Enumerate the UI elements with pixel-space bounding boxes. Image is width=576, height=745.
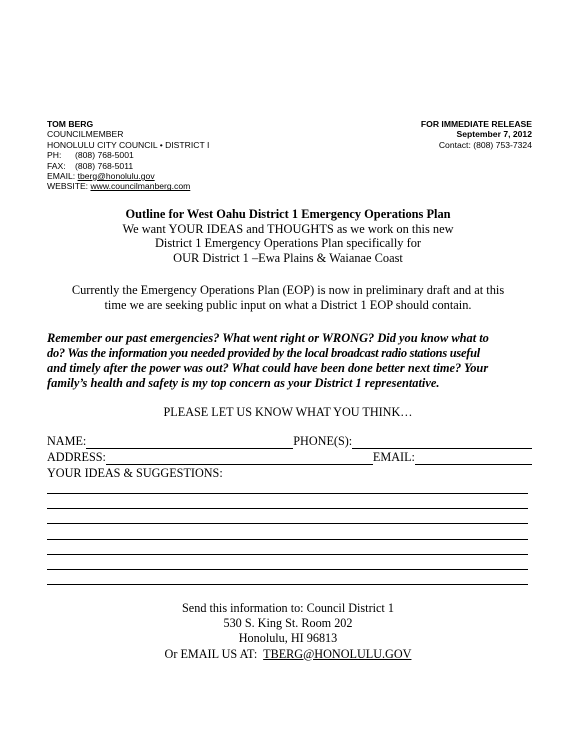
footer-email-row [0,647,576,662]
question-line: do? Was the information you needed provided by the local broadcast radio stations useful [47,346,480,360]
status-line: time we are seeking public input on what a District 1 EOP should contain. [104,297,472,312]
phone-field-label: PHONE(S): [293,434,353,448]
footer-email-link[interactable]: TBERG@HONOLULU.GOV [263,646,412,661]
sender-email-row [47,171,209,181]
footer-line: Honolulu, HI 96813 [238,631,338,646]
release-date: September 7, 2012 [456,129,532,140]
footer-block [0,601,576,662]
intro-line: OUR District 1 –Ewa Plains & Waianae Coast [173,250,403,265]
email-link[interactable]: tberg@honolulu.gov [77,171,155,182]
question-line: and timely after the power was out? What could have been done better next time? Your [47,361,489,375]
phone-value: (808) 768-5001 [75,150,134,161]
status-paragraph [0,283,576,312]
phone-field[interactable] [352,437,532,449]
footer-email-prefix: Or EMAIL US AT: [164,646,258,661]
email-field[interactable] [415,453,532,465]
website-label: WEBSITE: [47,181,89,192]
email-field-label: EMAIL: [372,450,415,464]
sender-website-row [47,181,209,191]
sender-name: TOM BERG [47,119,94,129]
document-title: Outline for West Oahu District 1 Emergency Operations Plan [125,207,451,221]
form-row-name-phone [47,433,532,449]
ideas-label: YOUR IDEAS & SUGGESTIONS: [47,466,223,480]
name-label: NAME: [47,434,87,448]
address-label: ADDRESS: [47,450,106,464]
ideas-line[interactable] [47,539,528,540]
sender-block [47,119,209,192]
questions-paragraph [47,331,537,391]
sender-role: COUNCILMEMBER [47,129,124,140]
release-block [421,119,532,150]
release-label: FOR IMMEDIATE RELEASE [420,119,532,129]
website-link[interactable]: www.councilmanberg.com [90,181,191,192]
intro-block [0,207,576,265]
fax-value: (808) 768-5011 [75,160,134,171]
intro-line: We want YOUR IDEAS and THOUGHTS as we work on this new [122,221,454,236]
name-field[interactable] [86,437,293,449]
sender-phone-row [47,150,209,160]
form-row-ideas [47,465,532,481]
question-line: Remember our past emergencies? What went right or WRONG? Did you know what to [47,331,489,345]
ideas-line[interactable] [47,554,528,555]
phone-label: PH: [47,150,62,161]
fax-label: FAX: [47,160,66,171]
ideas-line[interactable] [47,508,528,509]
status-line: Currently the Emergency Operations Plan (EOP) is now in preliminary draft and at this [71,283,505,297]
ideas-line[interactable] [47,493,528,494]
question-line: family’s health and safety is my top concern as your District 1 representative. [47,376,440,390]
prompt-text: PLEASE LET US KNOW WHAT YOU THINK… [163,405,413,419]
ideas-line[interactable] [47,584,528,585]
release-contact: Contact: (808) 753-7324 [438,139,532,150]
form-row-address-email [47,449,532,465]
email-label: EMAIL: [47,171,76,182]
footer-line: Send this information to: Council District 1 [182,601,394,615]
address-field[interactable] [106,453,373,465]
intro-line: District 1 Emergency Operations Plan specifically for [154,236,422,251]
ideas-line[interactable] [47,523,528,524]
feedback-form [47,433,532,481]
sender-fax-row [47,161,209,171]
sender-council: HONOLULU CITY COUNCIL • DISTRICT I [47,139,210,150]
ideas-line[interactable] [47,569,528,570]
footer-line: 530 S. King St. Room 202 [223,616,353,631]
